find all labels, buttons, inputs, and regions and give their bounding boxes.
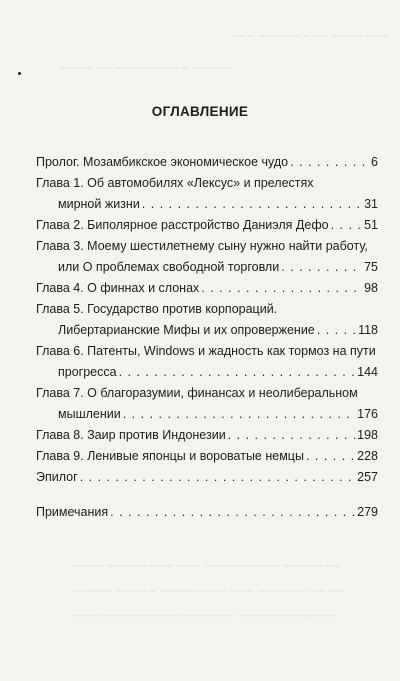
toc-line [36,502,378,523]
toc-entry [36,215,378,236]
dot-leader [317,320,356,341]
toc-line [36,383,378,404]
toc-page-number: 228 [357,449,378,463]
toc-line [36,404,378,425]
toc-line-text: Глава 6. Патенты, Windows и жадность как тормоз на пути [36,344,376,358]
toc-line-text: Глава 5. Государство против корпораций. [36,302,278,316]
toc-line [36,194,378,215]
toc-line [36,446,378,467]
toc-line [36,320,378,341]
toc-line [36,278,378,299]
toc-line [36,362,378,383]
toc-line [36,215,378,236]
toc-line [36,425,378,446]
toc-line-text: мирной жизни [58,197,140,211]
toc-page-number: 51 [364,218,378,232]
dot-leader [119,362,356,383]
spacer [36,488,378,502]
toc-entry [36,152,378,173]
dot-leader [281,257,362,278]
bleed-through-text: ∼∼∼∼ ∼∼∼∼∼∼∼∼∼∼∼ ∼∼∼∼∼ [60,63,234,74]
dot-leader [123,404,355,425]
toc-line [36,236,378,257]
toc-entry [36,299,378,341]
table-of-contents [36,152,378,523]
toc-line [36,257,378,278]
bleed-through-text: ∼∼∼ ∼∼∼∼∼ ∼∼∼ ∼∼∼∼∼∼∼ [230,31,390,42]
toc-entry [36,467,378,488]
toc-line-text: или О проблемах свободной торговли [58,260,280,274]
toc-line-text: Пролог. Мозамбикское экономическое чудо [36,155,289,169]
toc-entry-notes [36,502,378,523]
dot-leader [290,152,369,173]
bleed-through-text: ∼∼∼∼ ∼∼∼∼∼∼∼∼ ∼∼∼ ∼∼∼∼∼∼∼∼∼ ∼∼∼∼∼∼∼ [70,561,341,572]
toc-entry [36,446,378,467]
toc-line-text: Глава 4. О финнах и слонах [36,281,200,295]
bleed-through-text: ∼∼∼∼∼ ∼∼∼∼∼ ∼∼∼∼∼∼∼∼ ∼∼∼ ∼∼∼∼∼∼ ∼∼∼∼ [70,586,344,597]
toc-line-text: Эпилог [36,470,78,484]
toc-line-text: Глава 8. Заир против Индонезии [36,428,226,442]
toc-page-number: 144 [357,365,378,379]
toc-line-text: Глава 3. Моему шестилетнему сыну нужно найти работу, [36,239,368,253]
toc-entry [36,173,378,215]
toc-entry [36,425,378,446]
dot-leader [228,425,355,446]
toc-line-text: прогресса [58,365,117,379]
toc-line [36,467,378,488]
toc-page-number: 198 [357,428,378,442]
toc-entry [36,278,378,299]
toc-page-number: 257 [357,470,378,484]
dot-leader [306,446,355,467]
bleed-through-text: ∼∼∼ ∼∼∼∼∼∼∼∼∼∼ ∼∼∼∼∼∼ ∼∼∼∼∼∼∼∼∼∼∼∼ [70,611,339,622]
toc-page-number: 6 [371,155,378,169]
dot-leader [142,194,362,215]
toc-line-text: Либертарианские Мифы и их опровержение [58,323,315,337]
page-title: ОГЛАВЛЕНИЕ [151,104,249,119]
toc-entry [36,383,378,425]
toc-line-text: Глава 7. О благоразумии, финансах и неолиберальном [36,386,358,400]
toc-entry [36,341,378,383]
dot-leader [110,502,355,523]
toc-line-text: Глава 2. Биполярное расстройство Даниэля Дефо [36,218,329,232]
toc-page-number: 75 [364,260,378,274]
dot-leader [331,215,363,236]
toc-line-text: Глава 9. Ленивые японцы и вороватые немцы [36,449,304,463]
toc-page-number: 176 [357,407,378,421]
toc-entry [36,236,378,278]
dot-leader [80,467,355,488]
toc-line [36,152,378,173]
toc-page-number: 31 [364,197,378,211]
dot-leader [201,278,362,299]
toc-line-text: Примечания [36,505,109,519]
toc-line-text: Глава 1. Об автомобилях «Лексус» и прелестях [36,176,314,190]
toc-line [36,341,378,362]
toc-line [36,173,378,194]
toc-line-text: мышлении [58,407,121,421]
page-dot-mark [18,72,21,75]
toc-page-number: 98 [364,281,378,295]
toc-page-number: 279 [357,505,378,519]
toc-page-number: 118 [358,323,378,337]
toc-line [36,299,378,320]
